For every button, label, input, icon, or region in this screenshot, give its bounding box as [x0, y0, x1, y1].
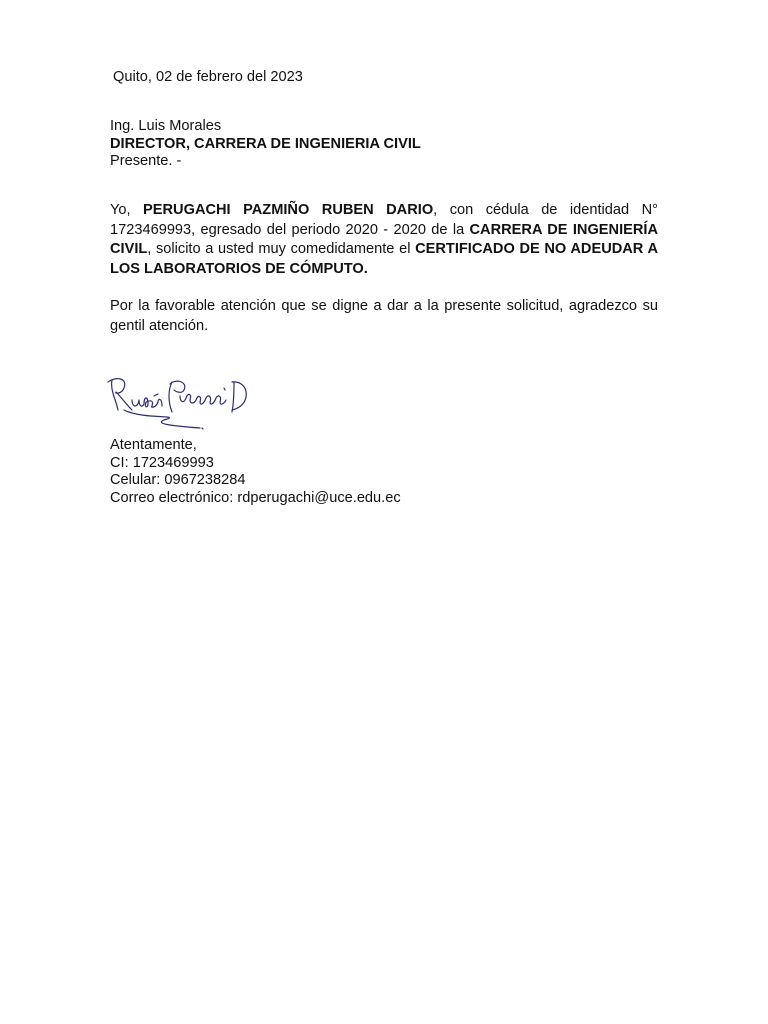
- career-name: CARRERA DE INGENIERÍA CIVIL: [110, 221, 658, 257]
- applicant-name: PERUGACHI PAZMIÑO RUBEN DARIO: [143, 202, 434, 218]
- para1-text-3: , solicito a usted muy comedidamente el: [147, 241, 416, 257]
- thanks-paragraph: Por la favorable atención que se digne a dar a la presente solicitud, agradezco su gentil atención.: [110, 298, 658, 334]
- recipient-title: DIRECTOR, CARRERA DE INGENIERIA CIVIL: [110, 135, 421, 152]
- request-paragraph: [110, 201, 658, 279]
- signature-drawing: [104, 370, 254, 430]
- closing-block: [110, 437, 401, 507]
- date-line: Quito, 02 de febrero del 2023: [113, 69, 303, 85]
- id-number: CI: 1723469993: [110, 454, 214, 471]
- para1-text-2: , con cédula de identidad N° 1723469993, egresado del periodo 2020 - 2020 de la: [110, 202, 658, 238]
- recipient-block: [110, 118, 421, 171]
- email-address: Correo electrónico: rdperugachi@uce.edu.ec: [110, 489, 401, 506]
- recipient-name: Ing. Luis Morales: [110, 118, 222, 134]
- phone-number: Celular: 0967238284: [110, 472, 246, 488]
- requested-certificate: CERTIFICADO DE NO ADEUDAR A LOS LABORATORIOS DE CÓMPUTO.: [110, 241, 658, 277]
- salutation: Presente. -: [110, 153, 182, 169]
- closing-greeting: Atentamente,: [110, 437, 197, 453]
- handwritten-signature: [104, 370, 254, 430]
- para1-text-1: Yo,: [110, 202, 144, 218]
